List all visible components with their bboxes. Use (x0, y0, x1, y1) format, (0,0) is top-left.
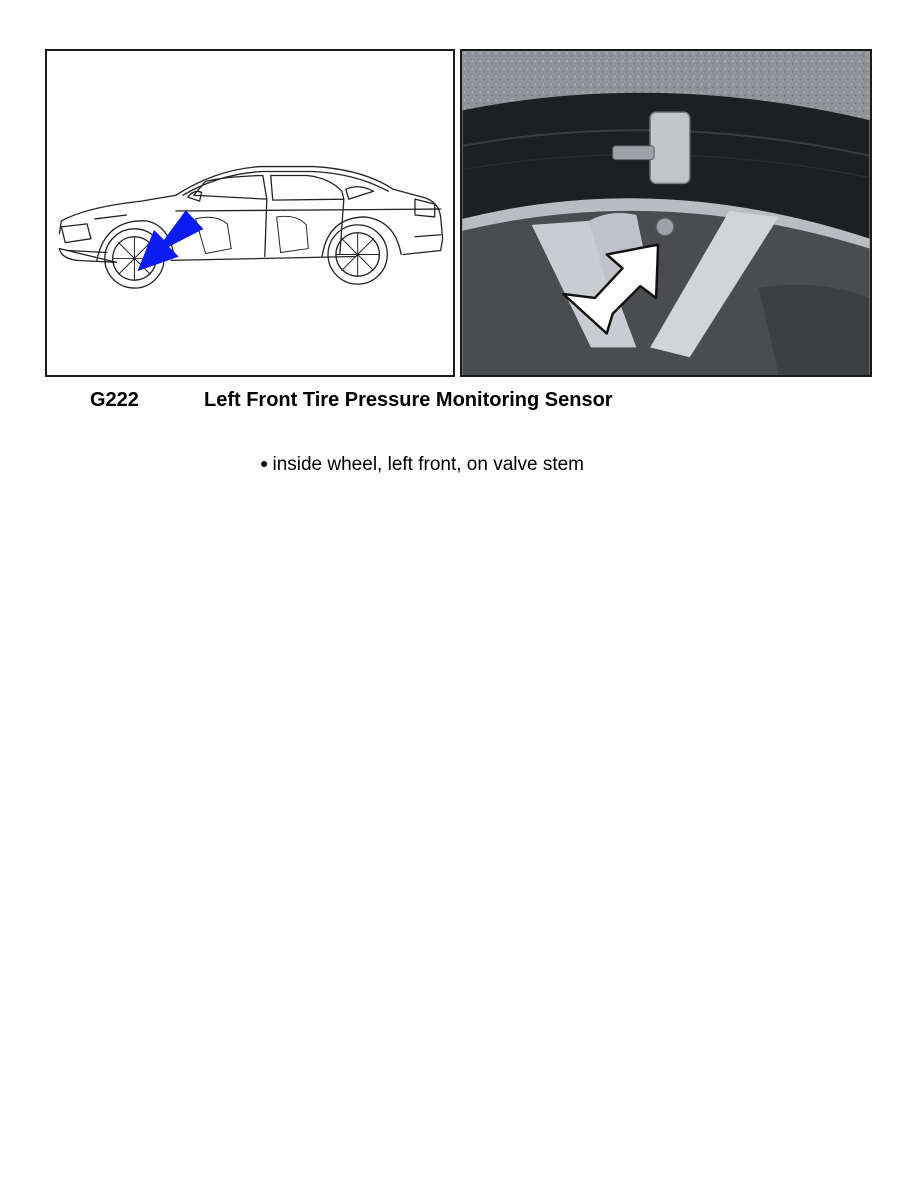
wheel-photo-panel (460, 49, 872, 377)
car-side-view-icon (47, 51, 453, 375)
bullet-icon: ● (260, 455, 269, 471)
component-title: Left Front Tire Pressure Monitoring Sensor (204, 389, 613, 411)
location-arrow-icon (138, 211, 202, 270)
car-illustration-panel (45, 49, 455, 377)
wheel-sensor-photo-icon (462, 51, 870, 375)
component-code: G222 (90, 389, 139, 411)
location-note (260, 451, 584, 477)
location-note-text: inside wheel, left front, on valve stem (272, 454, 585, 475)
